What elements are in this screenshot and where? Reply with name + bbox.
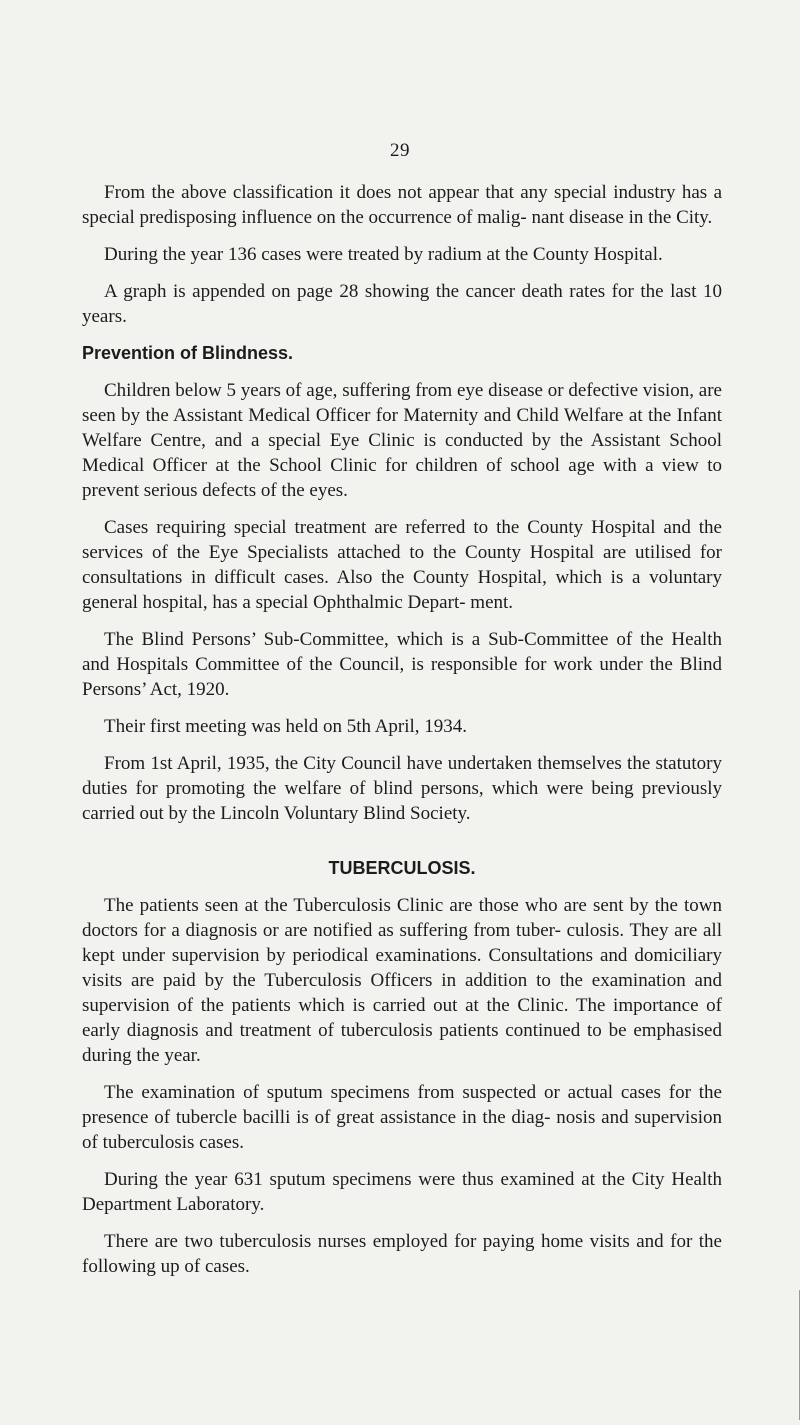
paragraph: Cases requiring special treatment are referred to the County Hospital and the services of the Eye Specialists attached to the County Hospital are utilised for consultations in difficult cases. Also the County Hospital, which is a voluntary general hospital, has a special Ophthalmic Depart- ment.	[82, 517, 722, 613]
paragraph: A graph is appended on page 28 showing the cancer death rates for the last 10 years.	[82, 281, 722, 327]
paragraph: The patients seen at the Tuberculosis Clinic are those who are sent by the town doctors for a diagnosis or are notified as suffering from tuber- culosis. They are all kept under supervision by periodical examinations. Consultations and domiciliary visits are paid by the Tuberculosis Officers in addition to the examination and supervision of the patients which is carried out at the Clinic. The importance of early diagnosis and treatment of tuberculosis patients continued to be emphasised during the year.	[82, 895, 722, 1066]
page-content	[82, 180, 722, 1291]
paragraph: The Blind Persons’ Sub-Committee, which is a Sub-Committee of the Health and Hospitals Committee of the Council, is responsible for work under the Blind Persons’ Act, 1920.	[82, 629, 722, 700]
paragraph: Their first meeting was held on 5th April, 1934.	[104, 716, 468, 737]
paragraph: From 1st April, 1935, the City Council have undertaken themselves the statutory duties for promoting the welfare of blind persons, which were being previously carried out by the Lincoln Voluntary Blind Society.	[82, 753, 722, 824]
paragraph: During the year 136 cases were treated by radium at the County Hospital.	[104, 244, 663, 265]
page-number: 29	[390, 140, 410, 161]
paragraph: From the above classification it does not appear that any special industry has a special predisposing influence on the occurrence of malig- nant disease in the City.	[82, 182, 722, 228]
section-heading-blindness: Prevention of Blindness.	[82, 343, 294, 363]
section-heading-tuberculosis: TUBERCULOSIS.	[328, 858, 476, 878]
paragraph: The examination of sputum specimens from suspected or actual cases for the presence of tubercle bacilli is of great assistance in the diag- nosis and supervision of tuberculosis cases.	[82, 1082, 722, 1153]
paragraph: During the year 631 sputum specimens were thus examined at the City Health Department Laboratory.	[82, 1169, 722, 1215]
paragraph: Children below 5 years of age, suffering from eye disease or defective vision, are seen by the Assistant Medical Officer for Maternity and Child Welfare at the Infant Welfare Centre, and a special Eye Clinic is conducted by the Assistant School Medical Officer at the School Clinic for children of school age with a view to prevent serious defects of the eyes.	[82, 380, 722, 501]
paragraph: There are two tuberculosis nurses employed for paying home visits and for the following up of cases.	[82, 1231, 722, 1277]
